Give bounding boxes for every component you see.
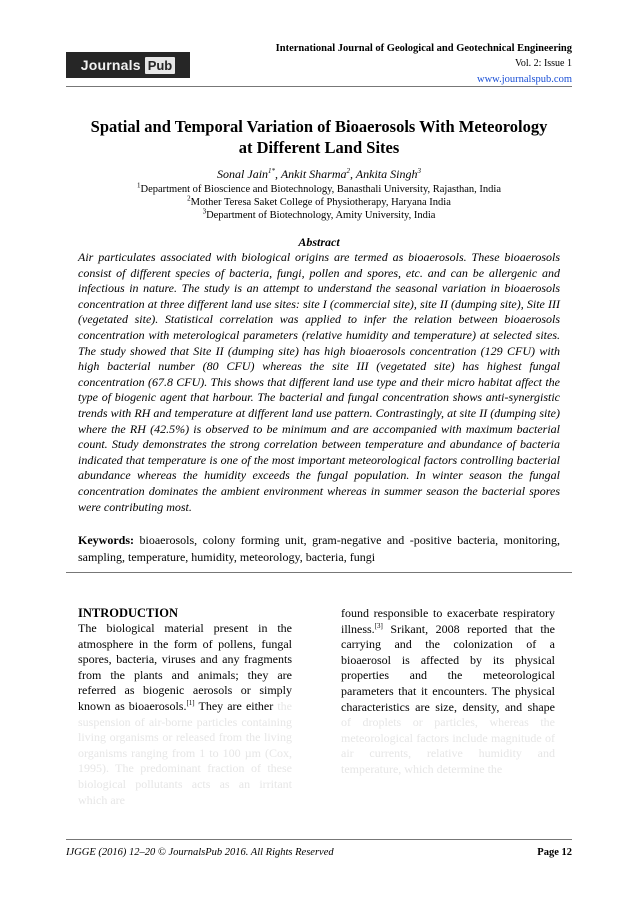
keywords <box>78 532 560 566</box>
author-1: Sonal Jain <box>217 167 269 181</box>
author-2-affil: 2 <box>346 167 350 175</box>
intro-left-faded-text: the suspension of air-borne particles containing living organisms or released from the living organisms ranging from 1 to 100 µm (Cox, 1995). The predominant fraction of these biological pollutants acts as an irritant which are <box>78 698 293 807</box>
intro-left-text: The biological material present in the atmosphere in the form of pollens, fungal spores, bacteria, viruses and any fragments from the plants and animals; they are referred as biogenic aerosols or simply known as bioaerosols. <box>78 621 292 713</box>
affiliation-1 <box>66 183 572 196</box>
author-list <box>66 167 572 182</box>
abstract-body: Air particulates associated with biological origins are termed as bioaerosols. These bioaerosols consist of different species of bacteria, fungi, pollen and spores, etc. and can be allergenic and infectious in nature. The study is an attempt to understand the seasonal variation in bioaerosols concentration at three different land use sites: site I (commercial site), site II (dumping site), Site III (vegetated site). Statistical correlation was applied to infer the relation between bioaerosols concentration with meterological parameters (relative humidity and temperature) at selected sites. The study showed that Site II (dumping site) has high bioaerosols concentration (129 CFU) with high bacterial number (80 CFU) whereas the site III (vegetated site) has highest fungal concentration (67.8 CFU). This shows that different land use type and their micro habitat affect the type of biogenic agent that harbour. The bacterial and fungal concentration shows anti-synergistic trends with RH and temperature at different land use pattern. Contrastingly, at site II (dumping site) where the RH (42.5%) is observed to be minimum and are accompanied with maximum bacterial count. Study demonstrates the strong correlation between temperature and abundance of bacteria indicated that temperature is one of the most important meteorological factors controlling bacterial abundance whereas the humidity exceeds the fungal population. In winter season the fungal concentration dominates the ambient environment whereas in summer season the bacterial spores were contributing most. <box>78 250 560 514</box>
abstract-heading: Abstract <box>298 235 340 249</box>
intro-heading: INTRODUCTION <box>78 606 179 620</box>
intro-right-text: found responsible to exacerbate respiratory illness. <box>341 606 555 636</box>
keywords-list: bioaerosols, colony forming unit, gram-negative and -positive bacteria, monitoring, sampling, temperature, humidity, meteorology, bacteria, fungi <box>78 533 560 564</box>
affiliation-3-text: Department of Biotechnology, Amity University, India <box>206 210 436 221</box>
title-line-2: at Different Land Sites <box>238 138 400 157</box>
title-line-1: Spatial and Temporal Variation of Bioaerosols With Meteorology <box>90 117 548 136</box>
citation-1: [1] <box>186 698 195 707</box>
author-sep-2: , <box>350 167 356 181</box>
author-2: Ankit Sharma <box>280 167 347 181</box>
intro-right-faded-text: of droplets or particles, whereas the meteorological factors include magnitude of air currents, relative humidity and temperature, which determine the <box>341 715 555 776</box>
author-1-affil: 1* <box>268 167 276 175</box>
keywords-label: Keywords: <box>78 533 134 547</box>
intro-paragraph-right <box>341 606 555 778</box>
affiliation-2-mark: 2 <box>187 194 191 203</box>
affiliation-1-mark: 1 <box>136 181 141 190</box>
journal-logo <box>66 52 190 78</box>
author-sep-1: , <box>275 167 281 181</box>
citation-3: [3] <box>374 621 383 630</box>
paper-title <box>66 116 572 158</box>
running-header <box>276 42 572 86</box>
affiliation-3 <box>66 209 572 222</box>
affiliation-2 <box>66 196 572 209</box>
author-3: Ankita Singh <box>355 167 418 181</box>
footer-citation: IJGGE (2016) 12–20 © JournalsPub 2016. All Rights Reserved <box>66 847 334 858</box>
intro-right-text-2: Srikant, 2008 reported that the carrying and the colonization of a bioaerosol is affected by its physical properties and the meteorological parameters that it encounters. The physical characteristics are size, density, and shape <box>341 621 555 714</box>
journal-name: International Journal of Geological and Geotechnical Engineering <box>275 43 572 54</box>
affiliation-2-text: Mother Teresa Saket College of Physiotherapy, Haryana India <box>190 197 451 208</box>
logo-text-pub: Pub <box>145 57 176 74</box>
intro-column-left <box>78 606 292 808</box>
header-divider <box>66 86 572 87</box>
page-number: Page 12 <box>537 847 572 858</box>
intro-left-text-2: They are either <box>194 698 274 713</box>
affiliation-1-text: Department of Bioscience and Biotechnology, Banasthali University, Rajasthan, India <box>140 184 501 195</box>
intro-column-right <box>341 606 555 778</box>
section-divider <box>66 572 572 573</box>
logo-text-journals: Journals <box>80 57 141 73</box>
intro-paragraph-left <box>78 621 292 808</box>
author-3-affil: 3 <box>417 167 421 175</box>
affiliation-3-mark: 3 <box>202 207 207 216</box>
footer-divider <box>66 839 572 840</box>
journal-url[interactable]: www.journalspub.com <box>477 74 572 85</box>
volume-issue: Vol. 2: Issue 1 <box>514 58 572 69</box>
